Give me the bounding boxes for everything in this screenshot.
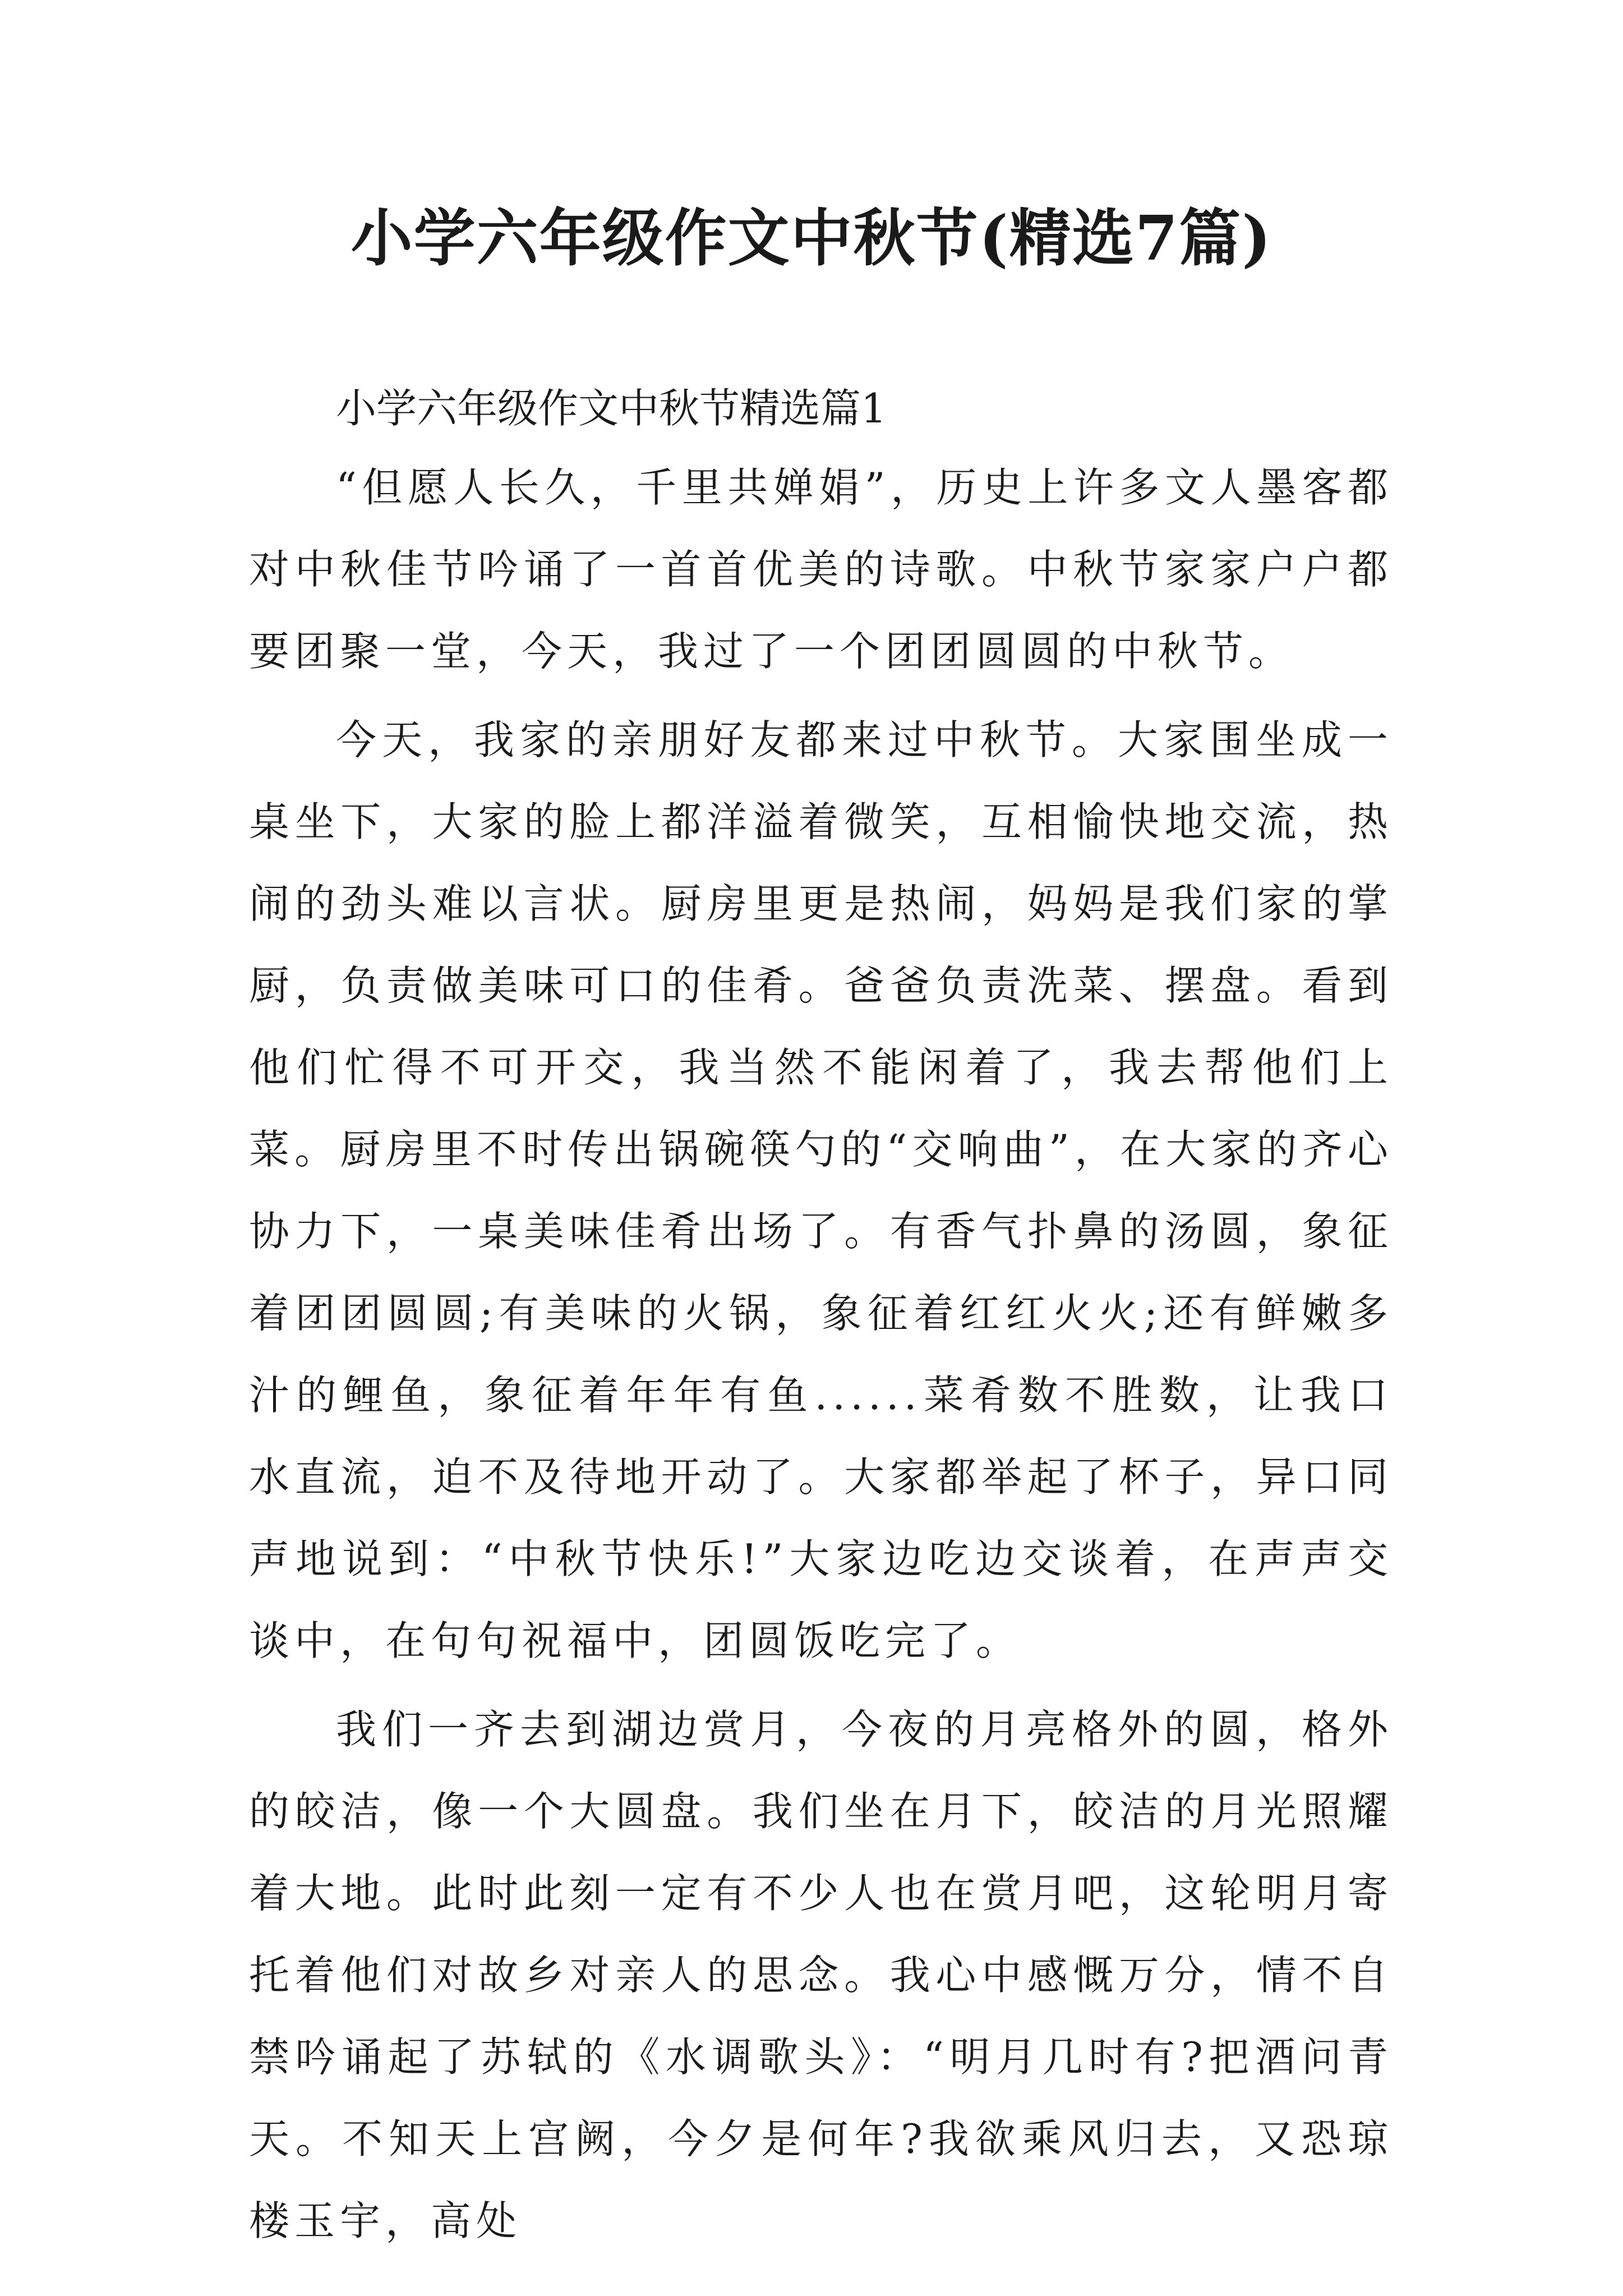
paragraph-1: “但愿人长久，千里共婵娟”，历史上许多文人墨客都对中秋佳节吟诵了一首首优美的诗歌。中秋节家家户户都要团聚一堂，今天，我过了一个团团圆圆的中秋节。 [249, 464, 1393, 675]
paragraph-2: 今天，我家的亲朋好友都来过中秋节。大家围坐成一桌坐下，大家的脸上都洋溢着微笑，互相愉快地交流，热闹的劲头难以言状。厨房里更是热闹，妈妈是我们家的掌厨，负责做美味可口的佳肴。爸爸负责洗菜、摆盘。看到他们忙得不可开交，我当然不能闲着了，我去帮他们上菜。厨房里不时传出锅碗筷勺的“交响曲”，在大家的齐心协力下，一桌美味佳肴出场了。有香气扑鼻的汤圆，象征着团团圆圆;有美味的火锅，象征着红红火火;还有鲜嫩多汁的鲤鱼，象征着年年有鱼......菜肴数不胜数，让我口水直流，迫不及待地开动了。大家都举起了杯子，异口同声地说到：“中秋节快乐!”大家边吃边交谈着，在声声交谈中，在句句祝福中，团圆饭吃完了。 [249, 716, 1393, 1664]
section-heading: 小学六年级作文中秋节精选篇1 [336, 385, 887, 432]
document-body [249, 370, 1393, 2262]
document-title: 小学六年级作文中秋节(精选7篇) [351, 202, 1272, 274]
paragraph-3: 我们一齐去到湖边赏月，今夜的月亮格外的圆，格外的皎洁，像一个大圆盘。我们坐在月下，皎洁的月光照耀着大地。此时此刻一定有不少人也在赏月吧，这轮明月寄托着他们对故乡对亲人的思念。我心中感慨万分，情不自禁吟诵起了苏轼的《水调歌头》：“明月几时有?把酒问青天。不知天上宫阙，今夕是何年?我欲乘风归去，又恐琼楼玉宇，高处 [249, 1706, 1393, 2244]
